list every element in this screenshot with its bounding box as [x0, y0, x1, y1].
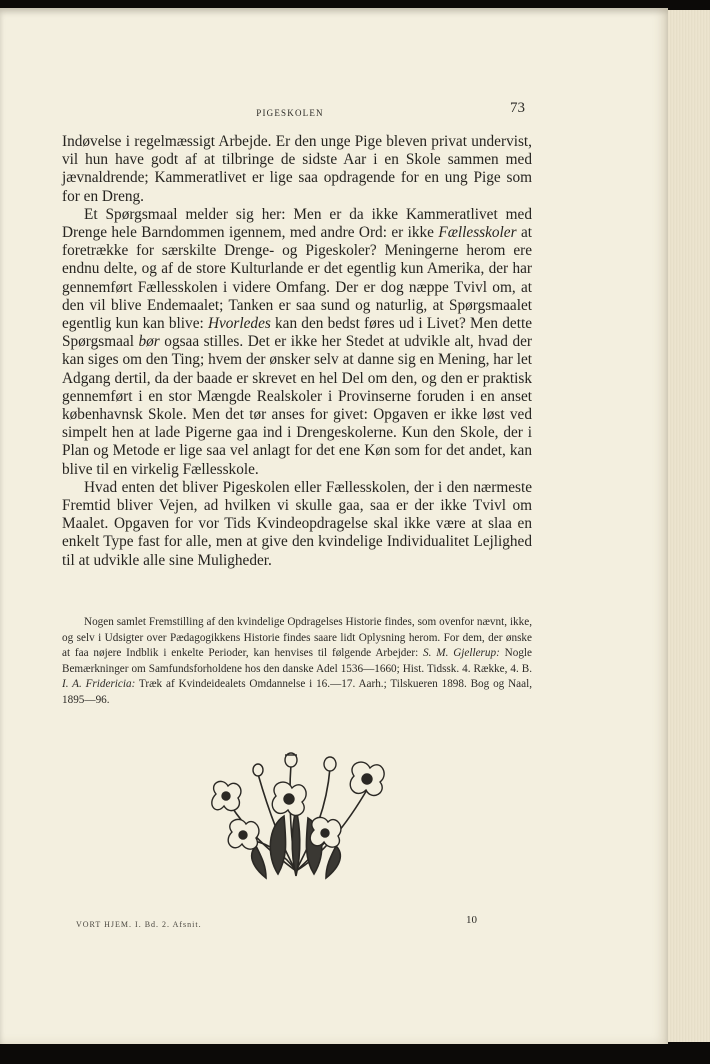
text-run: Indøvelse i regelmæssigt Arbejde. Er den unge Pige bleven privat undervist, vil hun have godt af at tilbringe de sidste Aar i en Skole sammen med jævnaldrende; Kammeratlivet er lige saa opdragende for en ung Pige som for en Dreng. — [62, 133, 532, 205]
paragraph — [62, 479, 532, 570]
footnote-paragraph — [62, 615, 532, 708]
text-run: ogsaa stilles. Det er ikke her Stedet at udvikle alt, hvad der kan siges om den Ting; hvem der ønsker selv at danne sig en Mening, har let Adgang dertil, da der baade er skrevet en hel Del om den, og den er praktisk gennemført i en stor Mængde Realskoler i Provinserne foruden i en anset københavnsk Skole. Men det tør anses for givet: Opgaven er ikke løst ved simpelt hen at lade Pigerne gaa ind i Drengeskolerne. Kun den Skole, der i Plan og Metode er lige saa vel anlagt for det ene Køn som for det andet, kan blive til en virkelig Fællesskole. — [62, 333, 532, 478]
italic-text: Hvorledes — [207, 315, 271, 333]
text-run: Hvad enten det bliver Pigeskolen eller Fællesskolen, der i den nærmeste Fremtid bliver Vejen, ad hvilken vi skulle gaa, saa er der ikke Tvivl om Maalet. Opgaven for vor Tids Kvindeopdragelse skal ikke være at slaa en enkelt Type fast for alle, men at give den kvindelige Individualitet Lejlighed til at udvikle alle sine Muligheder. — [62, 478, 532, 569]
signature-line: VORT HJEM. I. Bd. 2. Afsnit. — [76, 920, 202, 929]
paragraph — [62, 206, 532, 479]
text-run: Træk af Kvindeidealets Omdannelse i 16.—17. Aarh.; Tilskueren 1898. Bog og Naal, 1895—96. — [62, 678, 532, 706]
book-page-edges — [664, 10, 710, 1042]
italic-text: I. A. Fridericia: — [62, 678, 136, 690]
footnote — [62, 615, 532, 708]
text-run: at foretrække for særskilte Drenge- og Pigeskoler? Meningerne herom ere endnu delte, og af de store Kulturlande er det egentlig kun Amerika, der har gennemført Fællesskolen i videre Omfang. Der er dog næppe Tvivl om, at den vil blive Endemaalet; Tanken er saa sund og naturlig, at Spørgsmaalet egentlig kun kan blive: — [62, 224, 532, 333]
italic-text: bør — [138, 333, 160, 351]
running-title: PIGESKOLEN — [256, 108, 324, 118]
poppy-flowers-vignette-icon — [196, 746, 396, 881]
text-run: kan den bedst føres ud i Livet? Men dette Spørgsmaal — [62, 315, 532, 351]
body-text — [62, 133, 532, 570]
text-run: Nogen samlet Fremstilling af den kvindelige Opdragelses Historie findes, som ovenfor nævnt, ikke, og selv i Udsigter over Pædagogikkens Historie findes saare lidt Oplysning herom. For dem, der ønske at faa nøjere Indblik i enkelte Perioder, kan henvises til følgende Arbejder: — [62, 616, 532, 659]
page-number: 73 — [510, 100, 525, 116]
italic-text: S. M. Gjellerup: — [423, 647, 500, 659]
paragraph — [62, 133, 532, 206]
book-page — [0, 8, 668, 1044]
sheet-number: 10 — [466, 914, 477, 926]
text-run: Nogle Bemærkninger om Samfundsforholdene hos den danske Adel 1536—1660; Hist. Tidssk. 4. Række, 4. B. — [62, 647, 533, 675]
italic-text: Fællesskoler — [438, 224, 517, 242]
text-run: Et Spørgsmaal melder sig her: Men er da ikke Kammeratlivet med Drenge hele Barndommen igennem, med andre Ord: er ikke — [62, 205, 532, 242]
